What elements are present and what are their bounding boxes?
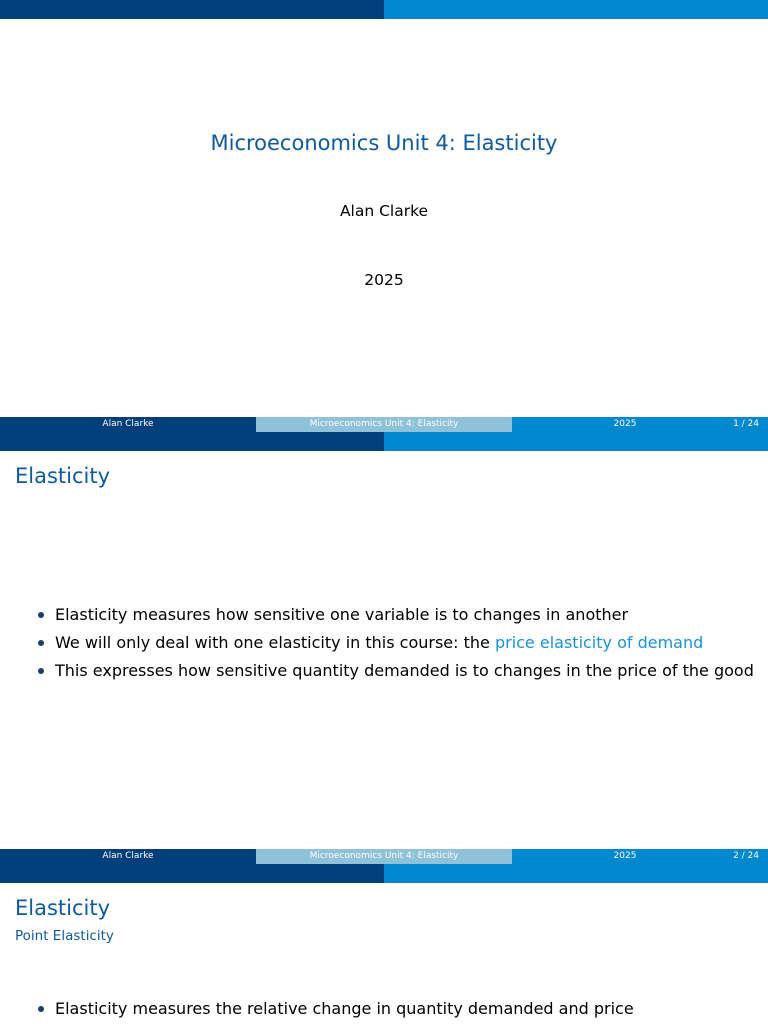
presentation-date: 2025: [364, 271, 404, 289]
slide-top-bar: [0, 432, 768, 451]
footer-date-page: [512, 417, 768, 432]
bullet-icon: [38, 612, 44, 618]
bullet-list: [38, 995, 634, 1023]
slide-3: [0, 864, 768, 1024]
slide-title: Elasticity: [15, 464, 111, 488]
bullet-list: [38, 601, 754, 685]
slide-footer: [0, 417, 768, 432]
list-item: Elasticity measures the relative change in quantity demanded and price: [38, 995, 634, 1023]
slide-top-bar: [0, 864, 768, 883]
footer-date: 2025: [613, 419, 637, 429]
presentation-author: Alan Clarke: [339, 202, 429, 220]
slide-footer: [0, 849, 768, 864]
slide-2: [0, 432, 768, 864]
footer-title: Microeconomics Unit 4: Elasticity: [256, 849, 512, 864]
footer-date: 2025: [613, 851, 637, 861]
footer-title: Microeconomics Unit 4: Elasticity: [256, 417, 512, 432]
footer-author: Alan Clarke: [0, 849, 256, 864]
slide-top-bar: [0, 0, 768, 19]
presentation-title: Microeconomics Unit 4: Elasticity: [210, 131, 558, 155]
footer-date-page: [512, 849, 768, 864]
bullet-icon: [38, 1006, 44, 1012]
slide-subtitle: Point Elasticity: [15, 928, 114, 944]
list-item: Elasticity measures how sensitive one variable is to changes in another: [38, 601, 754, 629]
slide-1: [0, 0, 768, 432]
bullet-icon: [38, 640, 44, 646]
footer-author: Alan Clarke: [0, 417, 256, 432]
highlight-term: price elasticity of demand: [494, 633, 704, 652]
slide-title: Elasticity: [15, 896, 111, 920]
list-item: We will only deal with one elasticity in this course: the price elasticity of demand: [38, 629, 754, 657]
bullet-icon: [38, 668, 44, 674]
footer-page-number: 2 / 24: [733, 851, 759, 861]
list-item: This expresses how sensitive quantity demanded is to changes in the price of the good: [38, 657, 754, 685]
footer-page-number: 1 / 24: [733, 419, 759, 429]
